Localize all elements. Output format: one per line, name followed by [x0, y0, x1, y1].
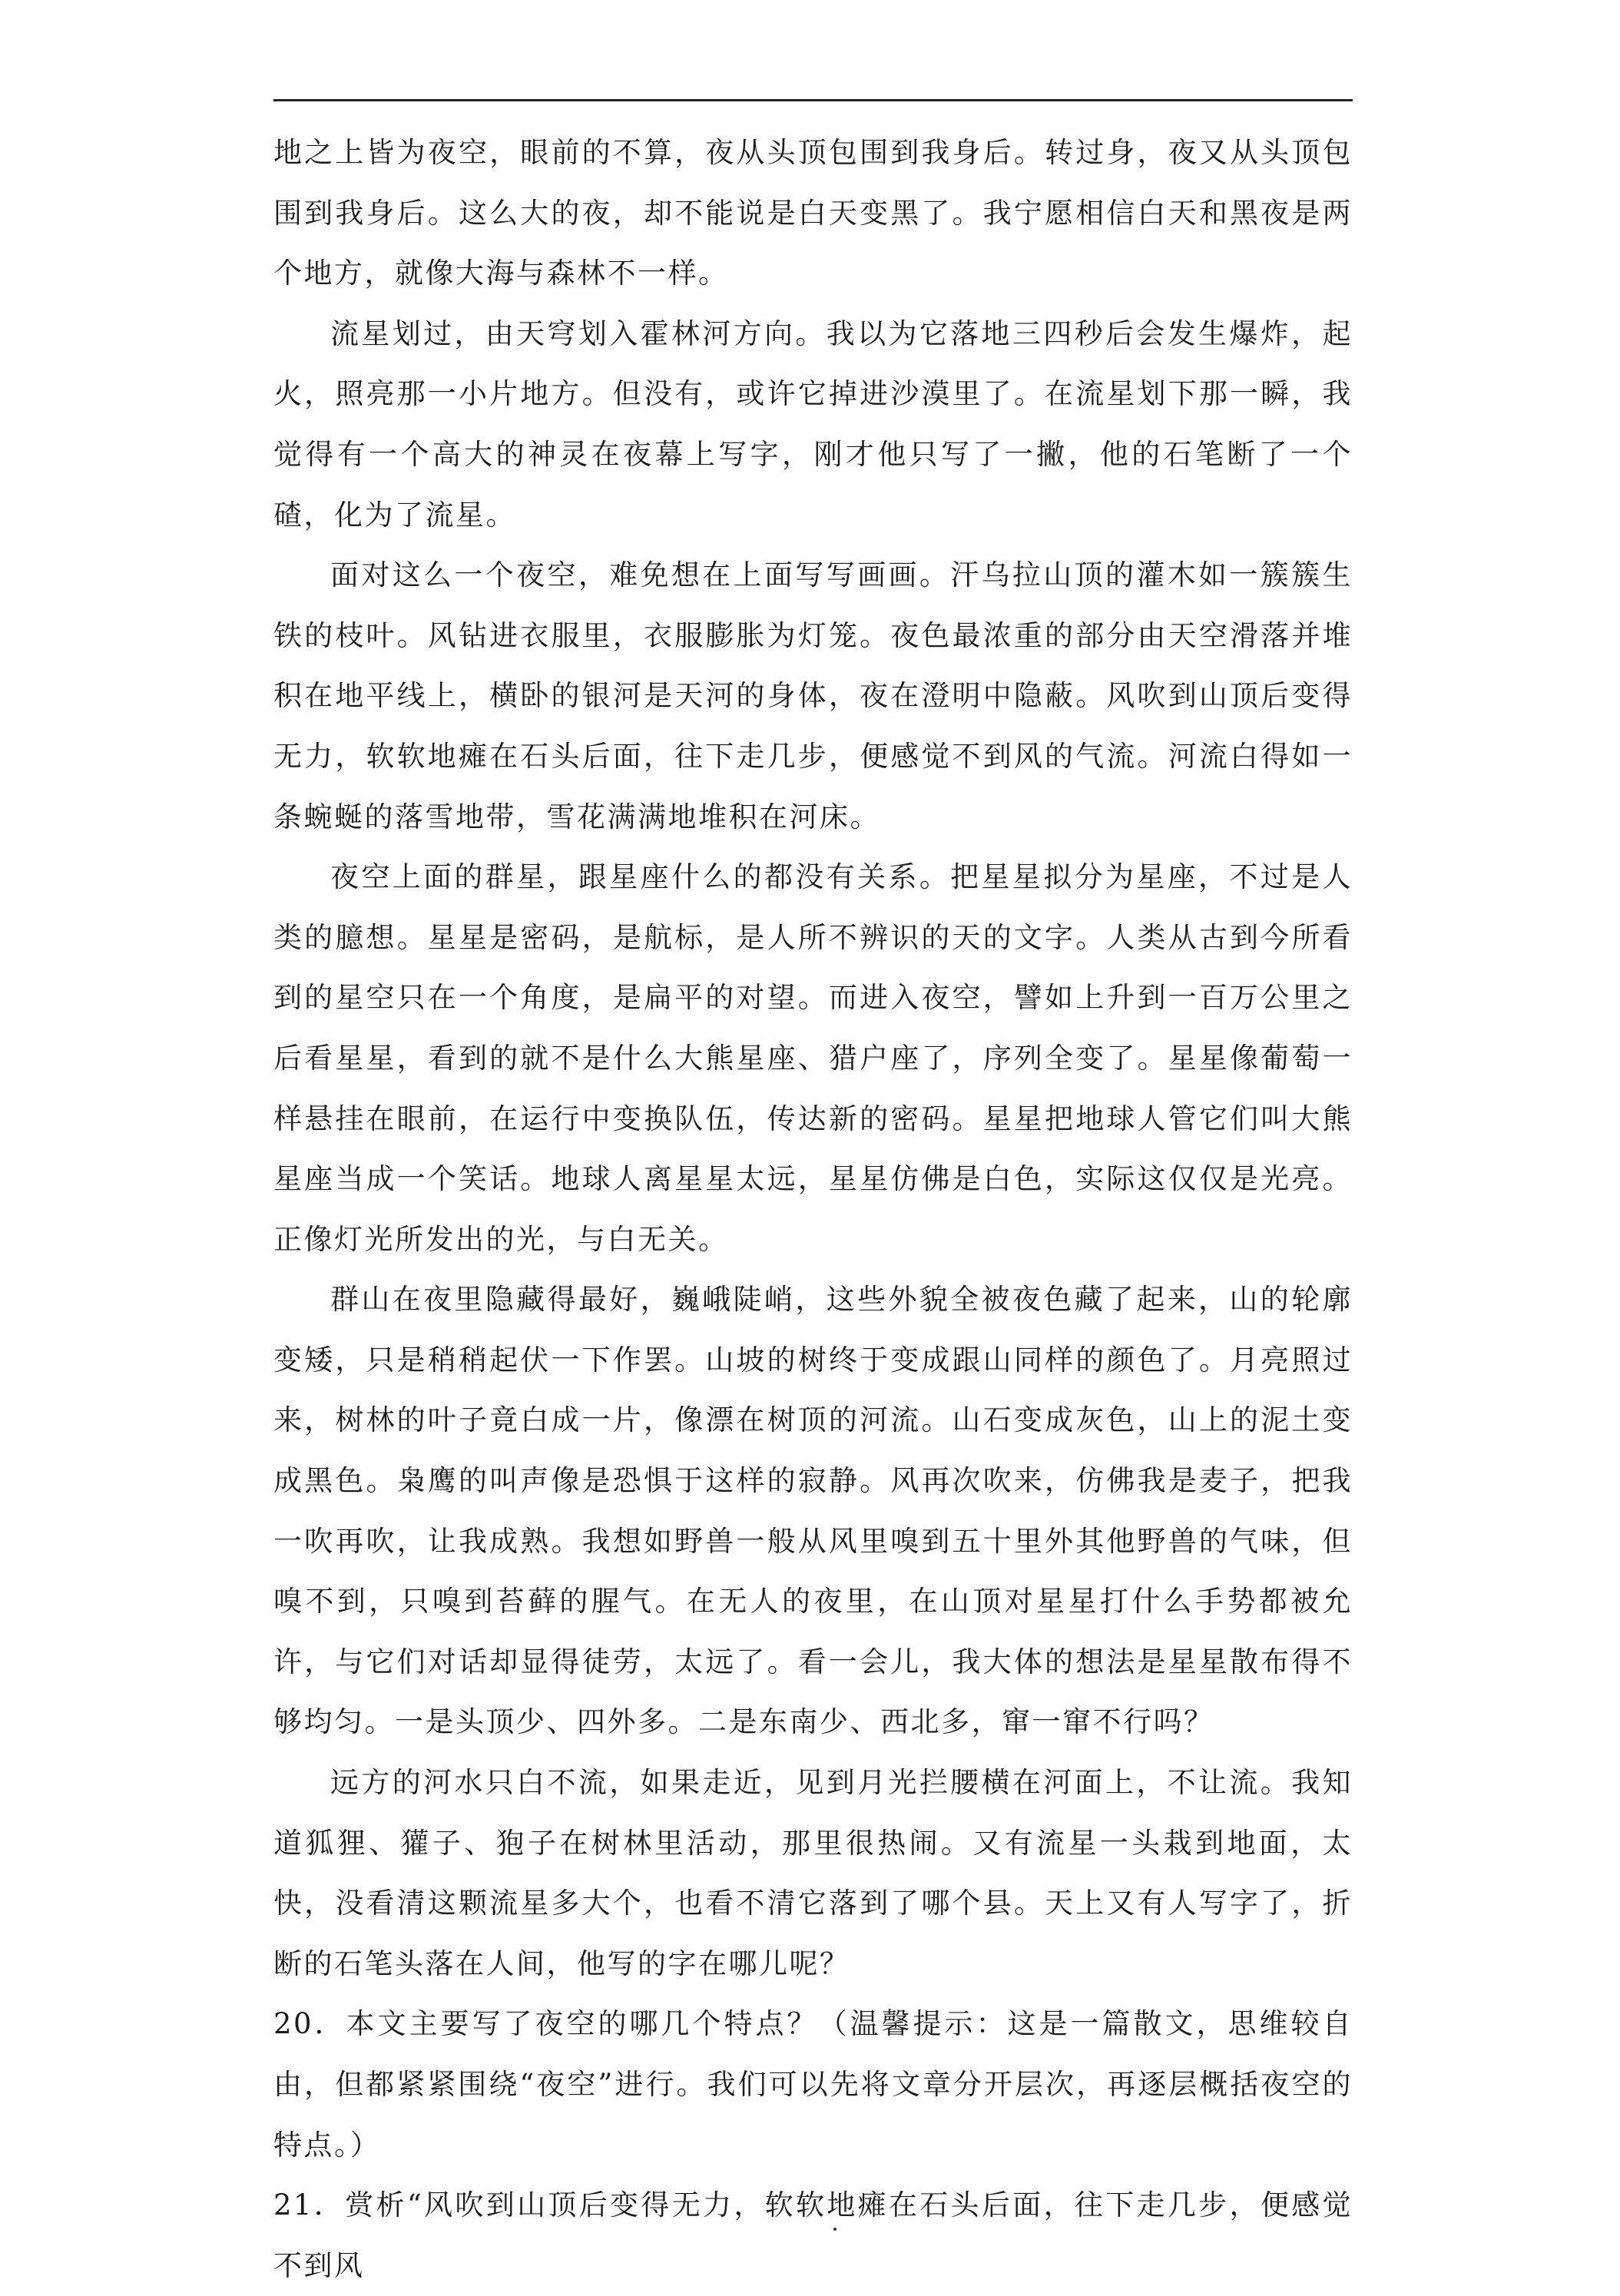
paragraph-1: 地之上皆为夜空，眼前的不算，夜从头顶包围到我身后。转过身，夜又从头顶包围到我身后。这么大的夜，却不能说是白天变黑了。我宁愿相信白天和黑夜是两个地方，就像大海与森林不一样。: [273, 136, 1353, 290]
paragraph-6: 远方的河水只白不流，如果走近，见到月光拦腰横在河面上，不让流。我知道狐狸、獾子、狍子在树林里活动，那里很热闹。又有流星一头栽到地面，太快，没看清这颗流星多大个，也看不清它落到了哪个县。天上又有人写字了，折断的石笔头落在人间，他写的字在哪儿呢？: [273, 1766, 1353, 1980]
question-20: 20．本文主要写了夜空的哪几个特点？（温馨提示：这是一篇散文，思维较自由，但都紧紧围绕“夜空”进行。我们可以先将文章分开层次，再逐层概括夜空的特点。）: [273, 2007, 1353, 2162]
header-rule: [273, 99, 1353, 101]
page-marker: [833, 2228, 837, 2231]
question-21: 21．赏析“风吹到山顶后变得无力，软软地瘫在石头后面，往下走几步，便感觉不到风: [273, 2188, 1353, 2282]
paragraph-2: 流星划过，由天穹划入霍林河方向。我以为它落地三四秒后会发生爆炸，起火，照亮那一小片地方。但没有，或许它掉进沙漠里了。在流星划下那一瞬，我觉得有一个高大的神灵在夜幕上写字，刚才他只写了一撇，他的石笔断了一个碴，化为了流星。: [273, 316, 1353, 532]
paragraph-5: 群山在夜里隐藏得最好，巍峨陡峭，这些外貌全被夜色藏了起来，山的轮廓变矮，只是稍稍起伏一下作罢。山坡的树终于变成跟山同样的颜色了。月亮照过来，树林的叶子竟白成一片，像漂在树顶的河流。山石变成灰色，山上的泥土变成黑色。枭鹰的叫声像是恐惧于这样的寂静。风再次吹来，仿佛我是麦子，把我一吹再吹，让我成熟。我想如野兽一般从风里嗅到五十里外其他野兽的气味，但嗅不到，只嗅到苔藓的腥气。在无人的夜里，在山顶对星星打什么手势都被允许，与它们对话却显得徒劳，太远了。看一会儿，我大体的想法是星星散布得不够均匀。一是头顶少、四外多。二是东南少、西北多，窜一窜不行吗？: [273, 1283, 1353, 1739]
document-body: [273, 123, 1353, 2296]
paragraph-4: 夜空上面的群星，跟星座什么的都没有关系。把星星拟分为星座，不过是人类的臆想。星星是密码，是航标，是人所不辨识的天的文字。人类从古到今所看到的星空只在一个角度，是扁平的对望。而进入夜空，譬如上升到一百万公里之后看星星，看到的就不是什么大熊星座、猎户座了，序列全变了。星星像葡萄一样悬挂在眼前，在运行中变换队伍，传达新的密码。星星把地球人管它们叫大熊星座当成一个笑话。地球人离星星太远，星星仿佛是白色，实际这仅仅是光亮。正像灯光所发出的光，与白无关。: [273, 860, 1353, 1256]
paragraph-3: 面对这么一个夜空，难免想在上面写写画画。汗乌拉山顶的灌木如一簇簇生铁的枝叶。风钻进衣服里，衣服膨胀为灯笼。夜色最浓重的部分由天空滑落并堆积在地平线上，横卧的银河是天河的身体，夜在澄明中隐蔽。风吹到山顶后变得无力，软软地瘫在石头后面，往下走几步，便感觉不到风的气流。河流白得如一条蜿蜒的落雪地带，雪花满满地堆积在河床。: [273, 558, 1353, 833]
